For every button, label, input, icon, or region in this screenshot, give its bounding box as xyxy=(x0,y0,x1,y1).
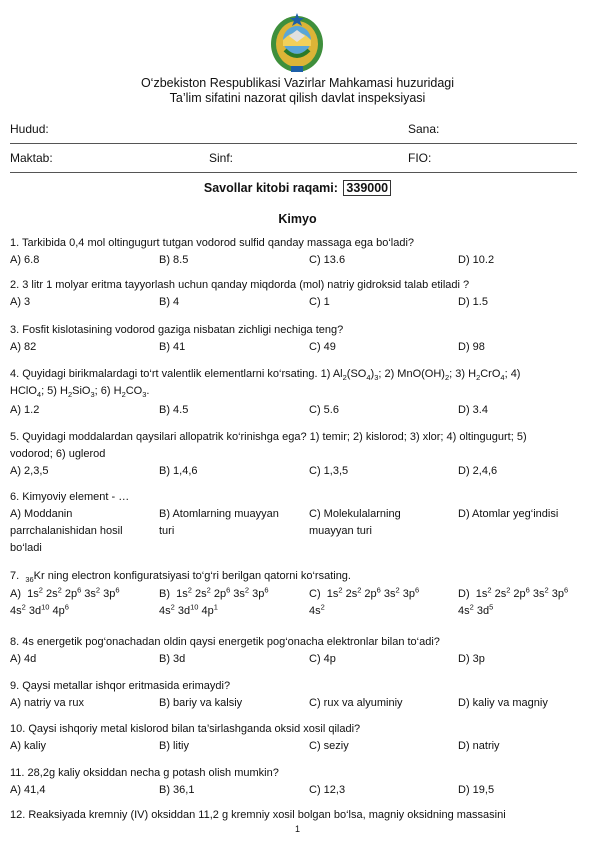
option-a[interactable]: A) 41,4 xyxy=(10,784,46,796)
option-b[interactable]: B) 4.5 xyxy=(159,404,189,416)
option-d[interactable]: D) 2,4,6 xyxy=(458,465,498,477)
subject-title: Kimyo xyxy=(278,212,317,226)
divider xyxy=(10,143,577,144)
region-label: Hudud: xyxy=(10,122,49,136)
question-text: 6. Kimyoviy element - … xyxy=(10,491,130,503)
option-a[interactable]: A) 6.8 xyxy=(10,254,40,266)
option-b[interactable]: B) Atomlarning muayyan turi xyxy=(159,508,279,537)
question-text-cont: vodorod; 6) uglerod xyxy=(10,448,106,460)
option-b[interactable]: B) 8.5 xyxy=(159,254,189,266)
option-c[interactable]: C) 5.6 xyxy=(309,404,339,416)
organization-name-line2: Ta’lim sifatini nazorat qilish davlat inspeksiyasi xyxy=(169,91,426,105)
option-a[interactable]: A) 82 xyxy=(10,341,37,353)
question-text: 3. Fosfit kislotasining vodorod gaziga nisbatan zichligi nechiga teng? xyxy=(10,324,344,336)
option-b[interactable]: B) $1s^2$ $2s^2$ $2p^6$ $3s^2$ $3p^6$ $4s^2$ $3d^{10}$ $4p^1$ xyxy=(159,585,269,617)
booklet-label: Savollar kitobi raqami: xyxy=(203,181,338,195)
divider xyxy=(10,172,577,173)
option-d[interactable]: D) 10.2 xyxy=(458,254,495,266)
question-text: 12. Reaksiyada kremniy (IV) oksiddan 11,2 g kremniy xosil bolgan bo‘lsa, magniy oksidning massasini xyxy=(10,809,506,821)
option-b[interactable]: B) 1,4,6 xyxy=(159,465,198,477)
question-text: 7. $_{36}$Kr ning electron konfiguratsiyasi to‘g‘ri berilgan qatorni ko‘rsating. xyxy=(10,570,351,585)
option-b[interactable]: B) 41 xyxy=(159,341,186,353)
booklet-number-row xyxy=(0,180,595,196)
booklet-number: 339000 xyxy=(343,180,391,196)
organization-name-line1: O‘zbekiston Respublikasi Vazirlar Mahkamasi huzuridagi xyxy=(140,76,455,90)
option-a[interactable]: A) natriy va rux xyxy=(10,697,84,709)
option-b[interactable]: B) litiy xyxy=(159,740,189,752)
option-c[interactable]: C) 1 xyxy=(309,296,330,308)
page-number: 1 xyxy=(294,824,300,834)
option-d[interactable]: D) 1.5 xyxy=(458,296,488,308)
question-text: 8. 4s energetik pog‘onachadan oldin qaysi energetik pog‘onacha elektronlar bilan to‘adi? xyxy=(10,636,440,648)
option-d[interactable]: D) natriy xyxy=(458,740,500,752)
option-b[interactable]: B) bariy va kalsiy xyxy=(159,697,243,709)
option-a[interactable]: A) 3 xyxy=(10,296,31,308)
state-emblem-logo xyxy=(267,10,327,74)
option-letter: B) xyxy=(159,588,170,600)
option-c[interactable]: C) 1,3,5 xyxy=(309,465,349,477)
question-text: 9. Qaysi metallar ishqor eritmasida erimaydi? xyxy=(10,680,231,692)
option-d[interactable]: D) kaliy va magniy xyxy=(458,697,548,709)
class-label: Sinf: xyxy=(209,151,234,165)
name-label: FIO: xyxy=(408,151,432,165)
school-label: Maktab: xyxy=(10,151,53,165)
option-a[interactable]: A) Moddanin parrchalanishidan hosil bo‘ladi xyxy=(10,508,123,554)
question-text: 10. Qaysi ishqoriy metal kislorod bilan ta’sirlashganda oksid xosil qiladi? xyxy=(10,723,361,735)
date-label: Sana: xyxy=(408,122,440,136)
option-c[interactable]: C) rux va alyuminiy xyxy=(309,697,403,709)
question-text: 2. 3 litr 1 molyar eritma tayyorlash uchun qanday miqdorda (mol) natriy gidroksid talab etiladi ? xyxy=(10,279,470,291)
option-letter: D) xyxy=(458,588,470,600)
option-c[interactable]: C) 4p xyxy=(309,653,336,665)
option-letter: A) xyxy=(10,588,21,600)
question-number: 7. xyxy=(10,570,20,582)
option-c[interactable]: C) $1s^2$ $2s^2$ $2p^6$ $3s^2$ $3p^6$ $4s^2$ xyxy=(309,585,420,617)
option-c[interactable]: C) Molekulalarning muayyan turi xyxy=(309,508,401,537)
option-letter: C) xyxy=(309,588,321,600)
question-text: 5. Quyidagi moddalardan qaysilari allopatrik ko‘rinishga ega? 1) temir; 2) kislorod; 3) xlor; 4) oltingugurt; 5) xyxy=(10,431,527,443)
option-c[interactable]: C) 13.6 xyxy=(309,254,346,266)
option-a[interactable]: A) kaliy xyxy=(10,740,47,752)
option-c[interactable]: C) seziy xyxy=(309,740,349,752)
question-text-part: 4. Quyidagi birikmalardagi to‘rt valentlik elementlarni ko‘rsating. 1) Al xyxy=(10,368,343,380)
question-text: 1. Tarkibida 0,4 mol oltingugurt tutgan vodorod sulfid qanday massaga ega bo‘ladi? xyxy=(10,237,415,249)
option-b[interactable]: B) 3d xyxy=(159,653,186,665)
option-d[interactable]: D) 3p xyxy=(458,653,485,665)
option-c[interactable]: C) 12,3 xyxy=(309,784,346,796)
option-a[interactable]: A) 2,3,5 xyxy=(10,465,49,477)
option-d[interactable]: D) 19,5 xyxy=(458,784,495,796)
question-text: 11. 28,2g kaliy oksiddan necha g potash olish mumkin? xyxy=(10,767,279,779)
option-b[interactable]: B) 4 xyxy=(159,296,180,308)
option-d[interactable]: D) Atomlar yeg‘indisi xyxy=(458,508,559,520)
option-a[interactable]: A) 1.2 xyxy=(10,404,40,416)
option-b[interactable]: B) 36,1 xyxy=(159,784,195,796)
question-text: 4. Quyidagi birikmalardagi to‘rt valentlik elementlarni ko‘rsating. 1) $Al_2(SO_4)_3$; 2) $MnO(OH)_2$; 3) $H_2CrO_4$; 4) HClO$_4$; 5) $H_2SiO_3$; 6) $H_2CO_3$. xyxy=(10,368,521,400)
option-a[interactable]: A) 4d xyxy=(10,653,37,665)
option-d[interactable]: D) 98 xyxy=(458,341,485,353)
option-a[interactable]: A) $1s^2$ $2s^2$ $2p^6$ $3s^2$ $3p^6$ $4s^2$ $3d^{10}$ $4p^6$ xyxy=(10,585,120,617)
option-d[interactable]: D) $1s^2$ $2s^2$ $2p^6$ $3s^2$ $3p^6$ $4s^2$ $3d^5$ xyxy=(458,585,569,617)
option-c[interactable]: C) 49 xyxy=(309,341,336,353)
option-d[interactable]: D) 3.4 xyxy=(458,404,488,416)
